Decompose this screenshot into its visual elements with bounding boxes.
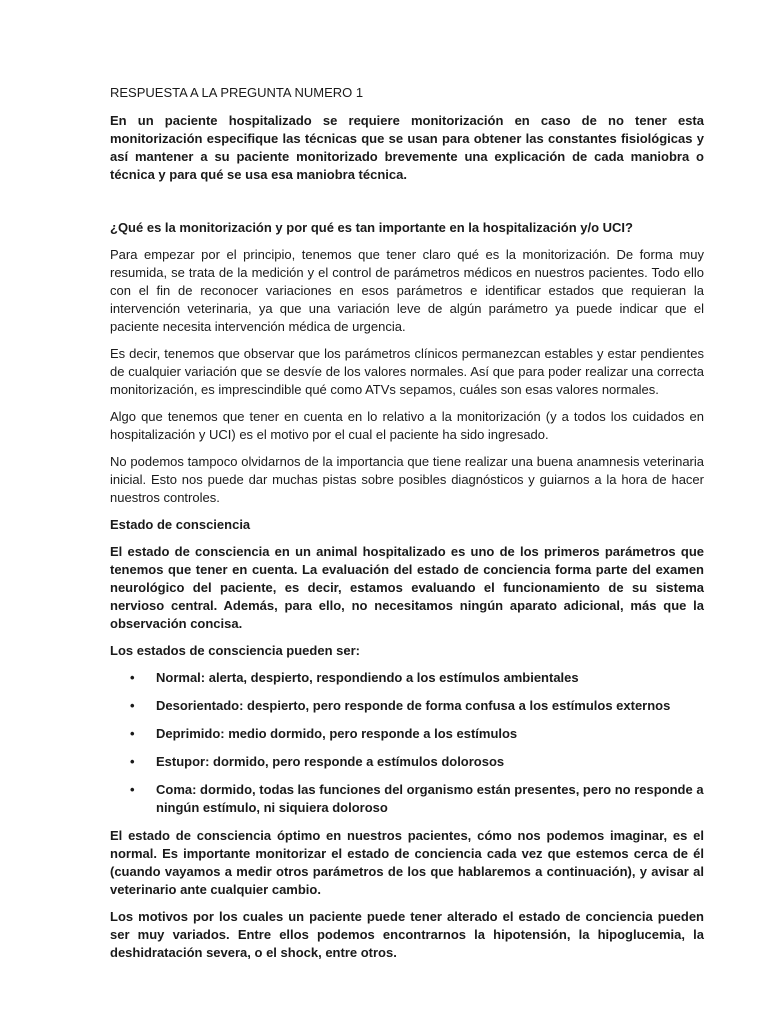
closing-paragraph: Los motivos por los cuales un paciente puede tener alterado el estado de conciencia pueden ser muy variados. Entre ellos podemos encontrarnos la hipotensión, la hipoglucemia, la deshidratación severa, o el shock, entre otros. — [110, 909, 704, 960]
paragraph: Es decir, tenemos que observar que los parámetros clínicos permanezcan estables y estar pendientes de cualquier variación que se desvíe de los valores normales. Así que para poder realizar una correcta monitorización, es imprescindible qué como ATVs sepamos, cuáles son esas valores normales. — [110, 346, 704, 397]
spacer — [110, 193, 704, 219]
question-text: En un paciente hospitalizado se requiere monitorización en caso de no tener esta monitorización especifique las técnicas que se usan para obtener las constantes fisiológicas y así mantener a su paciente monitorizado brevemente una explicación de cada maniobra o técnica y para qué se usa esa maniobra técnica. — [110, 113, 704, 182]
section-heading-estado-consciencia: Estado de consciencia — [110, 517, 251, 532]
closing-paragraph: El estado de consciencia óptimo en nuestros pacientes, cómo nos podemos imaginar, es el normal. Es importante monitorizar el estado de conciencia cada vez que estemos cerca de él (cuando vayamos a medir otros parámetros de los que hablaremos a continuación), y avisar al veterinario ante cualquier cambio. — [110, 828, 704, 897]
paragraph: Algo que tenemos que tener en cuenta en lo relativo a la monitorización (y a todos los cuidados en hospitalización y UCI) es el motivo por el cual el paciente ha sido ingresado. — [110, 409, 704, 442]
paragraph: Para empezar por el principio, tenemos que tener claro qué es la monitorización. De forma muy resumida, se trata de la medición y el control de parámetros médicos en nuestros pacientes. Todo ello con el fin de reconocer variaciones en esos parámetros e identificar estados que requieran la intervención veterinaria, ya que una variación leve de algún parámetro ya puede indicar que el paciente necesita intervención médica de urgencia. — [110, 247, 704, 334]
section-heading-monitorizacion: ¿Qué es la monitorización y por qué es tan importante en la hospitalización y/o UCI? — [110, 220, 633, 235]
list-item: • Estupor: dormido, pero responde a estímulos dolorosos — [110, 753, 704, 771]
list-item: • Deprimido: medio dormido, pero responde a los estímulos — [110, 725, 704, 743]
list-item: • Coma: dormido, todas las funciones del organismo están presentes, pero no responde a ningún estímulo, ni siquiera doloroso — [110, 781, 704, 817]
list-item: • Normal: alerta, despierto, respondiendo a los estímulos ambientales — [110, 669, 704, 687]
document-title: RESPUESTA A LA PREGUNTA NUMERO 1 — [110, 85, 364, 100]
consciousness-states-list — [110, 669, 704, 817]
section-intro: El estado de consciencia en un animal hospitalizado es uno de los primeros parámetros que tenemos que tener en cuenta. La evaluación del estado de conciencia forma parte del examen neurológico del paciente, es decir, estamos evaluando el funcionamiento de su sistema nervioso central. Además, para ello, no necesitamos ningún aparato adicional, más que la observación concisa. — [110, 544, 704, 631]
paragraph: No podemos tampoco olvidarnos de la importancia que tiene realizar una buena anamnesis veterinaria inicial. Esto nos puede dar muchas pistas sobre posibles diagnósticos y guiarnos a la hora de hacer nuestros controles. — [110, 454, 704, 505]
list-item: • Desorientado: despierto, pero responde de forma confusa a los estímulos externos — [110, 697, 704, 715]
list-intro: Los estados de consciencia pueden ser: — [110, 643, 360, 658]
